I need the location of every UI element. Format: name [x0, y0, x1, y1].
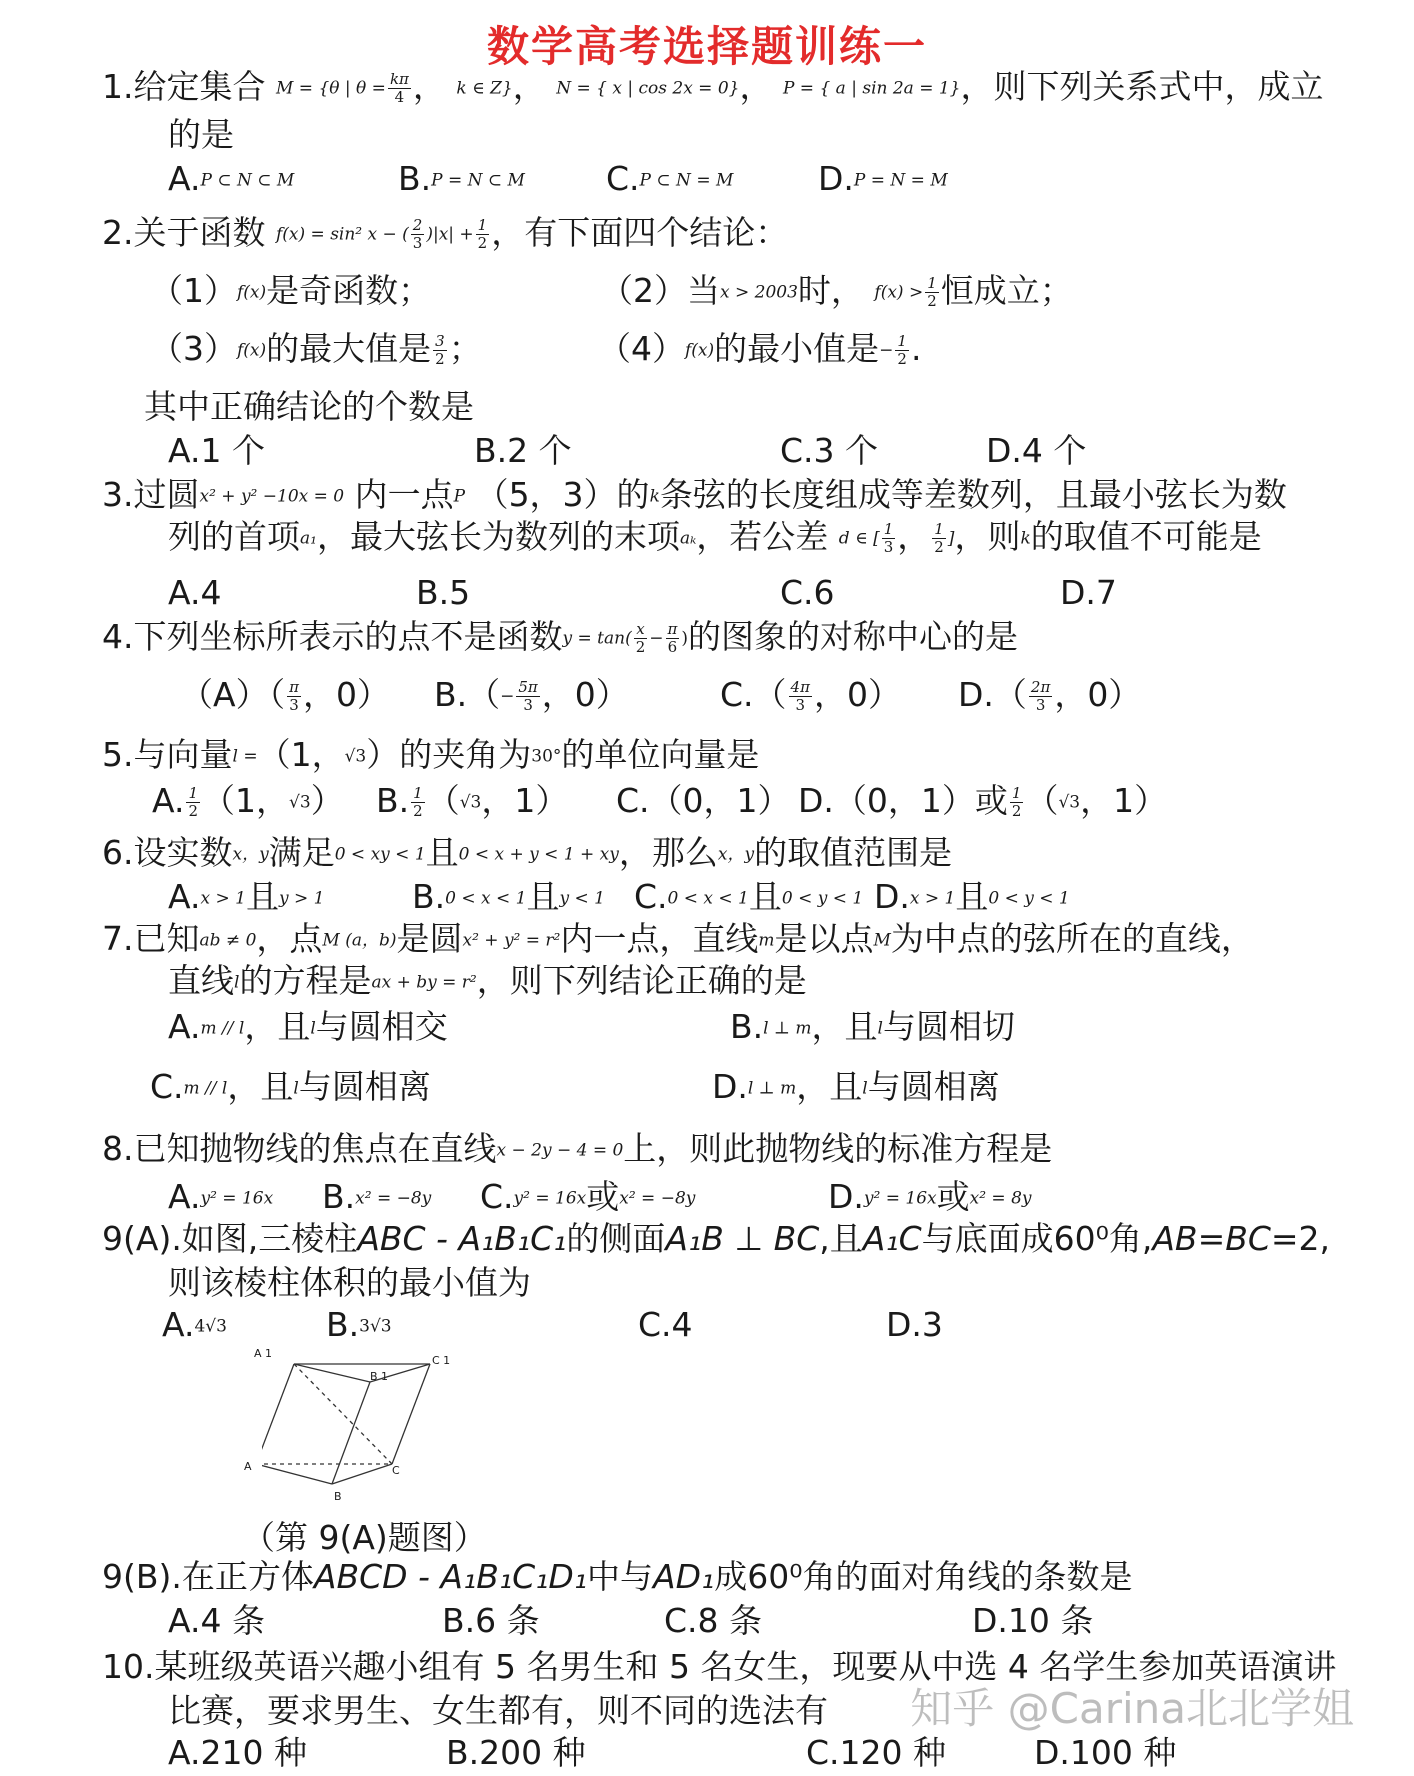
label-a: A	[244, 1460, 252, 1473]
question-3: 3.过圆x² + y² −10x = 0 内一点P （5，3）的k条弦的长度组成等差数列，且最小弦长为数	[102, 475, 1287, 514]
q9b-option-c[interactable]: C.8 条	[664, 1601, 763, 1640]
q1-set-m: M = {θ | θ =	[276, 78, 386, 99]
label-b: B	[334, 1490, 342, 1503]
q9b-option-b[interactable]: B.6 条	[442, 1601, 540, 1640]
question-7: 7.已知ab ≠ 0，点M (a，b)是圆x² + y² = r²内一点，直线m是以点M为中点的弦所在的直线，	[102, 919, 1254, 958]
q7-option-d[interactable]: D.l ⊥ m，且l与圆相离	[712, 1067, 1000, 1106]
q1-options	[168, 158, 294, 202]
label-c: C	[392, 1464, 400, 1477]
q3-option-d[interactable]: D.7	[1060, 573, 1117, 612]
q2-ask: 其中正确结论的个数是	[144, 387, 474, 426]
question-2: 2.关于函数 f(x) = sin² x − ( $\frac{2}{3}$ )|x| + $\frac{1}{2}$ ，有下面四个结论：	[102, 213, 789, 252]
q9a-option-c[interactable]: C.4	[638, 1305, 693, 1344]
q2-option-c[interactable]: C.3 个	[780, 431, 879, 470]
question-5: 5.与向量l =（1，√3）的夹角为30°的单位向量是	[102, 735, 760, 774]
question-9b: 9(B).在正方体ABCD - A₁B₁C₁D₁中与AD₁成60⁰角的面对角线的条数是	[102, 1557, 1133, 1596]
label-a1: A 1	[254, 1347, 273, 1360]
question-6: 6.设实数x，y满足0 < xy < 1且0 < x + y < 1 + xy，那么x，y的取值范围是	[102, 833, 953, 872]
edge-b1-b	[332, 1382, 370, 1484]
q8-option-b[interactable]: B.x² = −8y	[322, 1177, 432, 1216]
q1-option-d[interactable]: D.P = N = M	[818, 159, 948, 198]
q5-option-b[interactable]: B. $\frac{1}{2}$ （√3，1）	[376, 781, 569, 820]
q1-option-a[interactable]: A.P ⊂ N ⊂ M	[168, 159, 295, 198]
q1-option-b[interactable]: B.P = N ⊂ M	[398, 159, 525, 198]
q6-option-d[interactable]: D.x > 1且0 < y < 1	[874, 877, 1070, 916]
label-c1: C 1	[432, 1354, 451, 1367]
edge-a1-a	[262, 1364, 294, 1464]
q4-option-b[interactable]: B.（− $\frac{5\pi}{3}$ ，0）	[434, 675, 629, 714]
q4-option-d[interactable]: D.（ $\frac{2\pi}{3}$ ，0）	[958, 675, 1142, 714]
q5-option-d[interactable]: D.（0，1）或 $\frac{1}{2}$ （√3，1）	[798, 781, 1168, 820]
q2-option-d[interactable]: D.4 个	[986, 431, 1087, 470]
q2-option-a[interactable]: A.1 个	[168, 431, 265, 470]
q3-line2: 列的首项a₁，最大弦长为数列的末项aₖ，若公差 d ∈ [ $\frac{1}{3}$ ， $\frac{1}{2}$ ]，则k的取值不可能是	[168, 517, 1262, 556]
q7-option-a[interactable]: A.m // l，且l与圆相交	[168, 1007, 448, 1046]
q1-option-c[interactable]: C.P ⊂ N = M	[606, 159, 734, 198]
q8-option-a[interactable]: A.y² = 16x	[168, 1177, 274, 1216]
q1-set-n: N = { x | cos 2x = 0}	[556, 78, 740, 99]
q9a-option-d[interactable]: D.3	[886, 1305, 943, 1344]
question-8: 8.已知抛物线的焦点在直线x − 2y − 4 = 0上，则此抛物线的标准方程是	[102, 1129, 1053, 1168]
q2-conclusion-1: （1）f(x)是奇函数；	[150, 271, 432, 310]
edge-a-b	[262, 1464, 332, 1484]
q10-option-a[interactable]: A.210 种	[168, 1733, 307, 1772]
q2-conclusion-3: （3）f(x)的最大值是 $\frac{3}{2}$ ；	[150, 329, 482, 368]
q2-option-b[interactable]: B.2 个	[474, 431, 572, 470]
q10-option-d[interactable]: D.100 种	[1034, 1733, 1177, 1772]
q1-set-p: P = { a | sin 2a = 1}	[782, 78, 961, 99]
q1-lead: 1.给定集合	[102, 67, 266, 106]
q10-option-b[interactable]: B.200 种	[446, 1733, 586, 1772]
q6-option-a[interactable]: A.x > 1且y > 1	[168, 877, 325, 916]
page-title: 数学高考选择题训练一	[486, 22, 927, 71]
q3-option-c[interactable]: C.6	[780, 573, 835, 612]
q1-line2: 的是	[168, 115, 234, 154]
q4-option-a[interactable]: （A）（ $\frac{\pi}{3}$ ，0）	[180, 675, 390, 714]
q7-option-c[interactable]: C.m // l，且l与圆相离	[150, 1067, 431, 1106]
question-4: 4.下列坐标所表示的点不是函数y = tan( $\frac{x}{2}$ − $\frac{\pi}{6}$ )的图象的对称中心的是	[102, 617, 1019, 656]
q1-k-in-z: k ∈ Z}	[456, 78, 513, 99]
q9a-option-a[interactable]: A.4√3	[162, 1305, 227, 1344]
edge-b-c	[332, 1464, 392, 1484]
q2-conclusion-4: （4）f(x)的最小值是− $\frac{1}{2}$ .	[598, 329, 922, 368]
figure-caption: （第 9(A)题图）	[242, 1518, 487, 1557]
q9a-option-b[interactable]: B.3√3	[326, 1305, 392, 1344]
q5-option-a[interactable]: A. $\frac{1}{2}$ （1，√3）	[152, 781, 344, 820]
q7-option-b[interactable]: B.l ⊥ m，且l与圆相切	[730, 1007, 1015, 1046]
label-b1: B 1	[370, 1370, 389, 1383]
q3-option-b[interactable]: B.5	[416, 573, 471, 612]
q10-line2: 比赛，要求男生、女生都有，则不同的选法有	[168, 1691, 828, 1730]
prism-figure	[262, 1352, 452, 1502]
question-1: 1.给定集合 M = {θ | θ = $\frac{k\pi}{4}$ ， k ∈ Z}， N = { x | cos 2x = 0}， P = { a | sin 2a = 1}，则下列关系式中，成立	[102, 67, 1324, 106]
q8-option-d[interactable]: D.y² = 16x或x² = 8y	[828, 1177, 1032, 1216]
question-10: 10.某班级英语兴趣小组有 5 名男生和 5 名女生，现要从中选 4 名学生参加英语演讲	[102, 1647, 1337, 1686]
q3-option-a[interactable]: A.4	[168, 573, 222, 612]
q9b-option-a[interactable]: A.4 条	[168, 1601, 265, 1640]
q6-option-b[interactable]: B.0 < x < 1且y < 1	[412, 877, 605, 916]
watermark: 知乎 @Carina北北学姐	[910, 1684, 1354, 1733]
q1-fraction: $\frac{k\pi}{4}$	[389, 70, 409, 106]
edge-a1-b1	[294, 1364, 370, 1382]
q5-option-c[interactable]: C.（0，1）	[616, 781, 791, 820]
q1-tail: ，则下列关系式中，成立	[960, 67, 1324, 106]
q2-conclusion-2: （2）当x > 2003时， f(x) > $\frac{1}{2}$ 恒成立；	[600, 271, 1073, 310]
q9a-line2: 则该棱柱体积的最小值为	[168, 1263, 531, 1302]
edge-c1-c	[392, 1364, 430, 1464]
q4-option-c[interactable]: C.（ $\frac{4\pi}{3}$ ，0）	[720, 675, 901, 714]
q9b-option-d[interactable]: D.10 条	[972, 1601, 1094, 1640]
q8-option-c[interactable]: C.y² = 16x或x² = −8y	[480, 1177, 696, 1216]
q6-option-c[interactable]: C.0 < x < 1且0 < y < 1	[634, 877, 864, 916]
q7-line2: 直线l的方程是ax + by = r²，则下列结论正确的是	[168, 961, 807, 1000]
question-9a: 9(A).如图,三棱柱ABC - A₁B₁C₁的侧面A₁B ⊥ BC,且A₁C与底面成60⁰角,AB=BC=2,	[102, 1219, 1331, 1258]
q10-option-c[interactable]: C.120 种	[806, 1733, 947, 1772]
